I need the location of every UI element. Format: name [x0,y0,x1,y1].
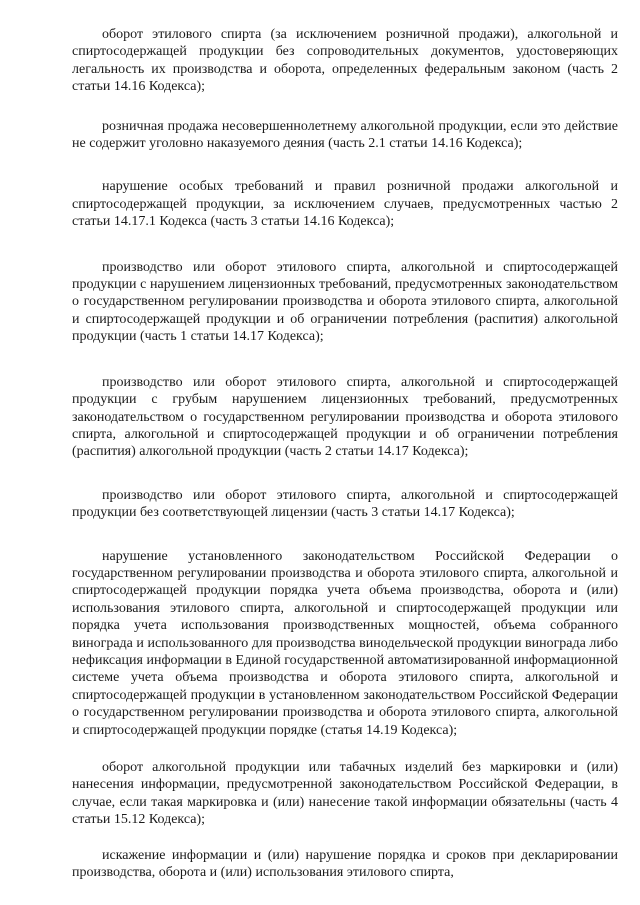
paragraph-3: нарушение особых требований и правил розничной продажи алкогольной и спиртосодержащей продукции, за исключением случаев, предусмотренных частью 2 статьи 14.17.1 Кодекса (часть 3 статьи 14.16 Кодекса); [72,179,618,230]
paragraph-4: производство или оборот этилового спирта, алкогольной и спиртосодержащей продукции с нарушением лицензионных требований, предусмотренных законодательством о государственном регулировании производства и оборота этилового спирта, алкогольной и спиртосодержащей продукции и об ограничении потребления (распития) алкогольной продукции (часть 1 статьи 14.17 Кодекса); [72,259,618,345]
paragraph-6: производство или оборот этилового спирта, алкогольной и спиртосодержащей продукции без соответствующей лицензии (часть 3 статьи 14.17 Кодекса); [72,487,618,521]
paragraph-5: производство или оборот этилового спирта, алкогольной и спиртосодержащей продукции с грубым нарушением лицензионных требований, предусмотренных законодательством о государственном регулировании производства и оборота этилового спирта, алкогольной и спиртосодержащей продукции и об ограничении потребления (распития) алкогольной продукции (часть 2 статьи 14.17 Кодекса); [72,374,618,460]
paragraph-8: оборот алкогольной продукции или табачных изделий без маркировки и (или) нанесения информации, предусмотренной законодательством Российской Федерации, в случае, если такая маркировка и (или) нанесение такой информации обязательны (часть 4 статьи 15.12 Кодекса); [72,760,618,828]
paragraph-7: нарушение установленного законодательством Российской Федерации о государственном регулировании производства и оборота этилового спирта, алкогольной и спиртосодержащей продукции порядка учета объема производства, оборота и (или) использования этилового спирта, алкогольной и спиртосодержащей продукции или порядка учета использования производственных мощностей, объема собранного винограда и использованного для производства винодельческой продукции винограда либо нефиксация информации в Единой государственной автоматизированной информационной системе учета объема производства и оборота этилового спирта, алкогольной и спиртосодержащей продукции в установленном законодательством Российской Федерации о государственном регулировании производства и оборота этилового спирта, алкогольной и спиртосодержащей продукции порядке (статья 14.19 Кодекса); [72,548,618,738]
document-body [72,26,618,905]
paragraph-1: оборот этилового спирта (за исключением розничной продажи), алкогольной и спиртосодержащей продукции без сопроводительных документов, удостоверяющих легальность их производства и оборота, определенных федеральным законом (часть 2 статьи 14.16 Кодекса); [72,27,618,95]
paragraph-9: искажение информации и (или) нарушение порядка и сроков при декларировании производства, оборота и (или) использования этилового спирта, [72,847,618,881]
paragraph-2: розничная продажа несовершеннолетнему алкогольной продукции, если это действие не содержит уголовно наказуемого деяния (часть 2.1 статьи 14.16 Кодекса); [72,118,618,152]
